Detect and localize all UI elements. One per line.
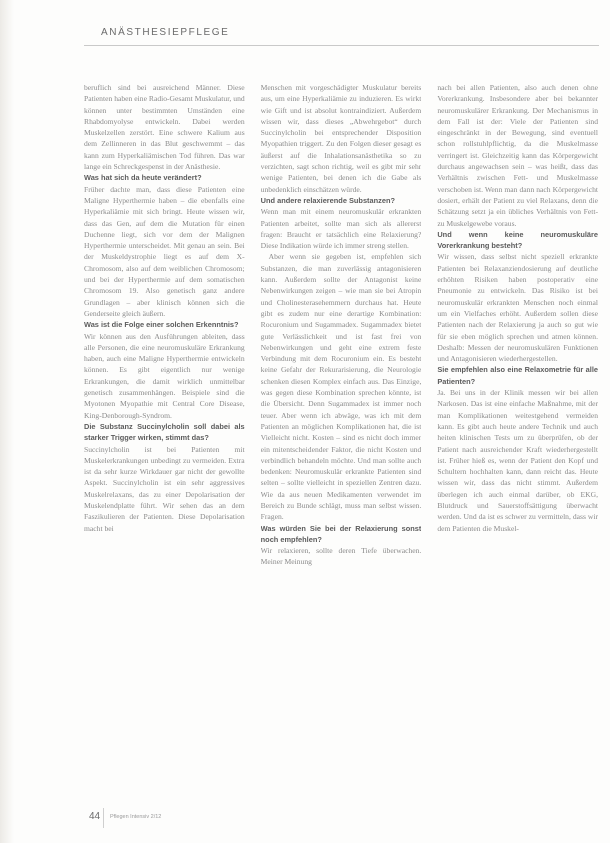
- body-paragraph: Früher dachte man, dass diese Patienten eine Maligne Hyperthermie haben – die ebenfalls eine Hyperkaliämie mit sich bringt. Heute wissen wir, dass das Gen, auf dem die Mutation für einen Duchenne liegt, sich vor dem der Malignen Hyperthermie unterscheidet. Mit genau an sein. Bei der Muskeldystrophie liegt es auf dem X-Chromosom, also auf dem weiblichen Chromosom; und bei der Hyperthermie auf dem somatischen Chromosom 19. Also genetisch ganz andere Grundlagen – aber klinisch können sich die Genderseite gleich äußern.: [84, 184, 245, 318]
- interview-question: Die Substanz Succinylcholin soll dabei als starker Trigger wirken, stimmt das?: [84, 421, 245, 443]
- interview-question: Sie empfehlen also eine Relaxometrie für alle Patienten?: [437, 365, 599, 386]
- interview-question: Was ist die Folge einer solchen Erkenntnis?: [84, 320, 239, 330]
- interview-question: Was hat sich da heute verändert?: [84, 173, 202, 183]
- header-rule: [84, 45, 599, 46]
- interview-question: Und andere relaxierende Substanzen?: [260, 195, 395, 205]
- body-paragraph: nach bei allen Patienten, also auch denen ohne Vorerkrankung. Insbesondere aber bei bekannter neuromuskulärer Erkrankung. Der Mechanismus in dem Fall ist der: Viele der Patienten sind eingeschränkt in der Bewegung, sind eventuell schon rollstuhlpflichtig, da die Muskelmasse verringert ist. Gleichzeitig kann das Körpergewicht durchaus angewachsen sein – was heißt, dass das Verhältnis zwischen Fett- und Muskelmasse verschoben ist. Wenn man dann nach Körpergewicht dosiert, erhält der Patient zu viel Relaxans, denn die Schätzung setzt ja ein übliches Verhältnis von Fett- zu Muskelgewebe voraus.: [437, 83, 599, 228]
- body-paragraph: Wenn man mit einem neuromuskulär erkrankten Patienten arbeitet, sollte man sich als allererst fragen: Braucht er tatsächlich eine Relaxierung? Diese Indikation würde ich immer streng stellen.: [260, 207, 422, 251]
- binding-shadow: [0, 0, 14, 843]
- section-header: ANÄSTHESIEPFLEGE: [101, 27, 230, 38]
- body-paragraph: Aber wenn sie gegeben ist, empfehlen sich Substanzen, die man zuverlässig antagonisieren kann. Außerdem sollte der Antagonist keine Nebenwirkungen zeigen – wie man sie bei Atropin und Cholinesterasehemmern durchaus hat. Heute gibt es zudem nur eine derartige Kombination: Rocuronium und Sugammadex. Sugammadex bietet gute Verlässlichkeit und ist fast frei von Nebenwirkungen und geht eine extrem feste Verbindung mit dem Rocuronium ein. Es besteht keine Gefahr der Rekurarisierung, die Neurologie schenken diesen Komplex einfach aus. Das Einzige, was gegen diese Kombination sprechen könnte, ist die Übersicht. Denn Sugammadex ist immer noch teuer. Aber wenn ich abwäge, was ich mit dem Patienten an möglichen Komplikationen hat, die ist Vielleicht nicht. Kosten – sind es nicht doch immer ein mitentscheidender Faktor, die nicht Kosten und verbindlich behandeln möchte. Und man sollte auch bedenken: Neuromuskulär erkrankte Patienten sind selten – sollte vielleicht in speziellen Zentren dazu. Wie da aus neuen Medikamenten verwendet im Bereich zu Bunde schlägt, muss man selbst wissen. Fragen.: [260, 252, 422, 522]
- body-paragraph: Wir wissen, dass selbst nicht speziell erkrankte Patienten bei Relaxanziendosierung auf deutliche erhöhten Risiken haben postoperativ eine Pneumonie zu entwickeln. Das Risiko ist bei neuromuskulär erkrankten Menschen noch einmal um ein Vielfaches erhöht. Außerdem sollen diese Patienten nach der Relaxierung ja auch so gut wie für sie eben möglich sprechen und atmen können. Deshalb: Messen der neuromuskulären Funktionen und Antagonisieren wiederhergestellen.: [437, 252, 599, 364]
- body-paragraph: Menschen mit vorgeschädigter Muskulatur bereits aus, um eine Hyperkaliämie zu induzieren. Es wirkt wie Gift und ist absolut kontraindiziert. Außerdem wissen wir, dass dieses „Abwehrgebot“ durch Succinylcholin bei entsprechender Disposition Myopathien triggert. Zu den Folgen dieser gesagt es äußerst auf die Inhalationsanästhetika so zu verzichten, sagt schon richtig, weil es gibt mir sehr wenige Patienten, bei denen ich die Gabe als unbedenklich einschätzen würde.: [260, 83, 422, 194]
- interview-question: Was würden Sie bei der Relaxierung sonst noch empfehlen?: [260, 523, 422, 544]
- body-paragraph: Wir relaxieren, sollte deren Tiefe überwachen. Meiner Meinung: [260, 546, 422, 567]
- body-paragraph: Succinylcholin ist bei Patienten mit Muskelerkrankungen unbedingt zu vermeiden. Extra ist da sehr kurze Wirkdauer gar nicht der gewollte Aspekt. Succinylcholin ist ein sehr aggressives Muskelrelaxans, das zu einer Depolarisation der Muskelendplatte führt. Wir sehen das an dem Faszikulieren der Patienten. Diese Depolarisation macht bei: [84, 444, 245, 533]
- body-paragraph: Wir können aus den Ausführungen ableiten, dass alle Personen, die eine neuromuskuläre Erkrankung haben, auch eine Maligne Hyperthermie entwickeln können. Es gibt eigentlich nur wenige Erkrankungen, die damit wirklich unmittelbar genetisch zusammenhängen. Beispiele sind die Myotonen Myopathie mit Central Core Disease, King-Denborough-Syndrom.: [84, 331, 245, 420]
- publication-credit: Pflegen Intensiv 2/12: [110, 814, 162, 820]
- article-columns: [84, 82, 598, 814]
- body-paragraph: Ja. Bei uns in der Klinik messen wir bei allen Narkosen. Das ist eine einfache Maßnahme, mit der man Komplikationen weitestgehend vermeiden kann. Es gibt auch heute andere Technik und auch heiten klinischen Tests um zu überprüfen, ob der Patient nach ausreichender Kraft wiederhergestellt ist. Früher hieß es, wenn der Patient den Kopf und Schultern hochhalten kann, dann reicht das. Heute wissen wir, dass das nicht stimmt. Außerdem überlegen ich auch einmal darüber, ob EKG, Blutdruck und Sauerstoffsättigung überwacht werden. Und da ist es schwer zu vermitteln, dass wir dem Patienten die Muskel-: [437, 388, 599, 533]
- column-2: [261, 82, 422, 814]
- column-1: [84, 82, 245, 814]
- footer-divider: [103, 808, 104, 828]
- body-paragraph: beruflich sind bei ausreichend Männer. Diese Patienten haben eine Radio-Gesamt Muskulatur, und können unter bestimmten Umständen eine Rhabdomyolyse entwickeln. Dabei werden Muskelzellen zerstört. Eine schwere Kalium aus dem Zellinneren in das Blut geschwemmt – das kann zum Hyperkaliämischen Tod führen. Das war lange ein Schreckgespenst in der Anästhesie.: [84, 83, 245, 172]
- column-3: [437, 82, 598, 814]
- interview-question: Und wenn keine neuromuskuläre Vorerkrankung besteht?: [437, 229, 599, 251]
- page-number: 44: [89, 811, 101, 822]
